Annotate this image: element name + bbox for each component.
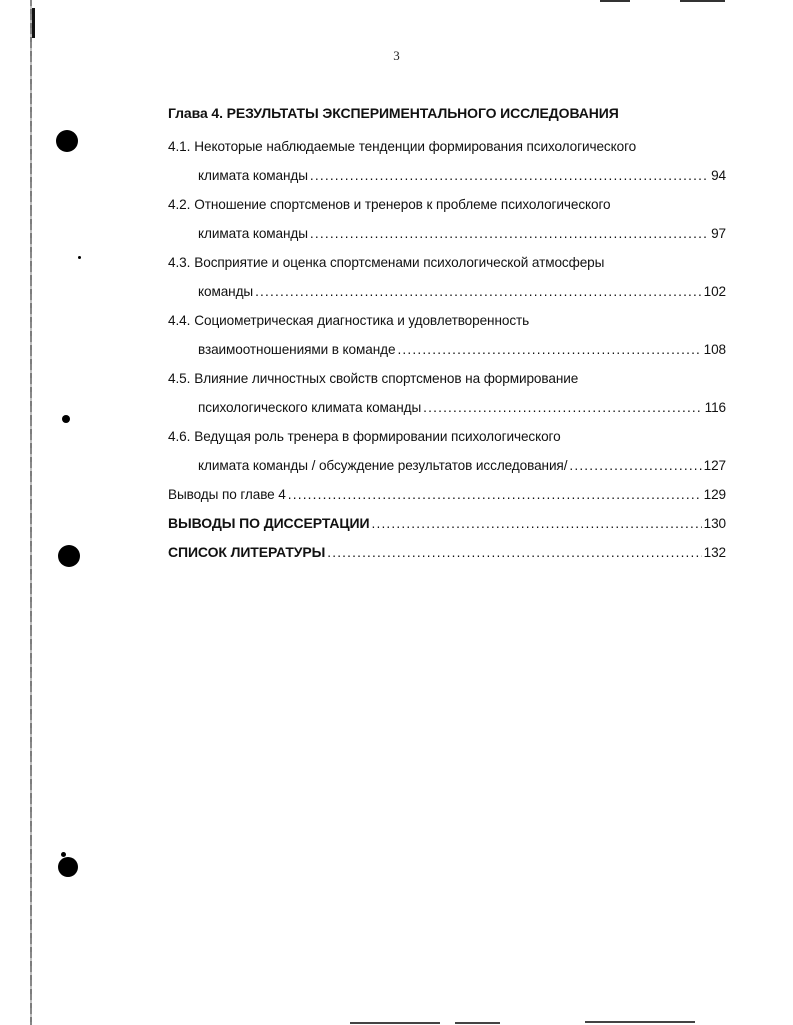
scan-left-edge xyxy=(30,0,32,1025)
scan-speck xyxy=(62,415,70,423)
chapter-heading: Глава 4. РЕЗУЛЬТАТЫ ЭКСПЕРИМЕНТАЛЬНОГО ИССЛЕДОВАНИЯ xyxy=(168,105,619,121)
section-title: Некоторые наблюдаемые тенденции формирования психологического xyxy=(194,139,637,154)
section-title-cont: взаимоотношениями в команде xyxy=(198,342,396,357)
scan-top-mark xyxy=(600,0,630,2)
section-title: Отношение спортсменов и тренеров к проблеме психологического xyxy=(194,197,611,212)
scan-speck xyxy=(61,852,66,857)
toc-entry-4-3[interactable] xyxy=(168,248,726,277)
section-title: Социометрическая диагностика и удовлетворенность xyxy=(194,313,530,328)
punch-hole xyxy=(58,857,78,877)
toc-entry-4-2[interactable] xyxy=(168,190,726,219)
leader-dots xyxy=(310,161,709,190)
section-title-cont: психологического климата команды xyxy=(198,400,422,415)
toc-entry-dissertation-conclusions[interactable] xyxy=(168,509,726,538)
section-title-cont: климата команды / обсуждение результатов исследования/ xyxy=(198,458,568,473)
scan-speck xyxy=(78,256,81,259)
toc-entry-4-1-cont[interactable] xyxy=(168,161,726,190)
toc-entry-4-3-cont[interactable] xyxy=(168,277,726,306)
toc-entry-4-6[interactable] xyxy=(168,422,726,451)
page-number: 3 xyxy=(393,48,400,63)
section-title: Ведущая роль тренера в формировании психологического xyxy=(194,429,561,444)
punch-hole xyxy=(56,130,78,152)
scan-bottom-mark xyxy=(585,1021,695,1023)
leader-dots xyxy=(397,335,701,364)
page-ref: 132 xyxy=(703,545,726,560)
section-title-cont: команды xyxy=(198,284,254,299)
section-number: 4.4. xyxy=(168,313,191,328)
toc-entry-4-2-cont[interactable] xyxy=(168,219,726,248)
section-number: 4.5. xyxy=(168,371,191,386)
entry-title: Выводы по главе 4 xyxy=(168,487,286,502)
page-ref: 127 xyxy=(703,458,726,473)
section-number: 4.1. xyxy=(168,139,191,154)
leader-dots xyxy=(423,393,702,422)
scan-bottom-mark xyxy=(350,1022,440,1024)
section-title-cont: климата команды xyxy=(198,226,308,241)
toc-entry-4-4[interactable] xyxy=(168,306,726,335)
leader-dots xyxy=(327,538,701,567)
page-ref: 94 xyxy=(711,168,726,183)
entry-title: ВЫВОДЫ ПО ДИССЕРТАЦИИ xyxy=(168,515,370,531)
toc-entry-4-6-cont[interactable] xyxy=(168,451,726,480)
leader-dots xyxy=(371,509,701,538)
toc-entry-4-5[interactable] xyxy=(168,364,726,393)
toc-entry-4-5-cont[interactable] xyxy=(168,393,726,422)
section-title-cont: климата команды xyxy=(198,168,308,183)
section-title: Влияние личностных свойств спортсменов на формирование xyxy=(194,371,579,386)
page-ref: 108 xyxy=(703,342,726,357)
page-ref: 130 xyxy=(703,516,726,531)
toc-entry-references[interactable] xyxy=(168,538,726,567)
section-title: Восприятие и оценка спортсменами психологической атмосферы xyxy=(194,255,605,270)
scan-edge-mark xyxy=(32,8,35,38)
section-number: 4.2. xyxy=(168,197,191,212)
leader-dots xyxy=(288,480,702,509)
leader-dots xyxy=(569,451,701,480)
toc-entry-chapter-conclusions[interactable] xyxy=(168,480,726,509)
leader-dots xyxy=(255,277,702,306)
scan-top-mark xyxy=(680,0,725,2)
punch-hole xyxy=(58,545,80,567)
table-of-contents xyxy=(168,102,726,567)
section-number: 4.3. xyxy=(168,255,191,270)
scan-bottom-mark xyxy=(455,1022,500,1024)
toc-entry-4-1[interactable] xyxy=(168,132,726,161)
toc-entry-4-4-cont[interactable] xyxy=(168,335,726,364)
leader-dots xyxy=(310,219,709,248)
page-ref: 129 xyxy=(703,487,726,502)
entry-title: СПИСОК ЛИТЕРАТУРЫ xyxy=(168,544,326,560)
page-ref: 102 xyxy=(703,284,726,299)
page-ref: 97 xyxy=(711,226,726,241)
section-number: 4.6. xyxy=(168,429,191,444)
page-ref: 116 xyxy=(704,400,726,415)
